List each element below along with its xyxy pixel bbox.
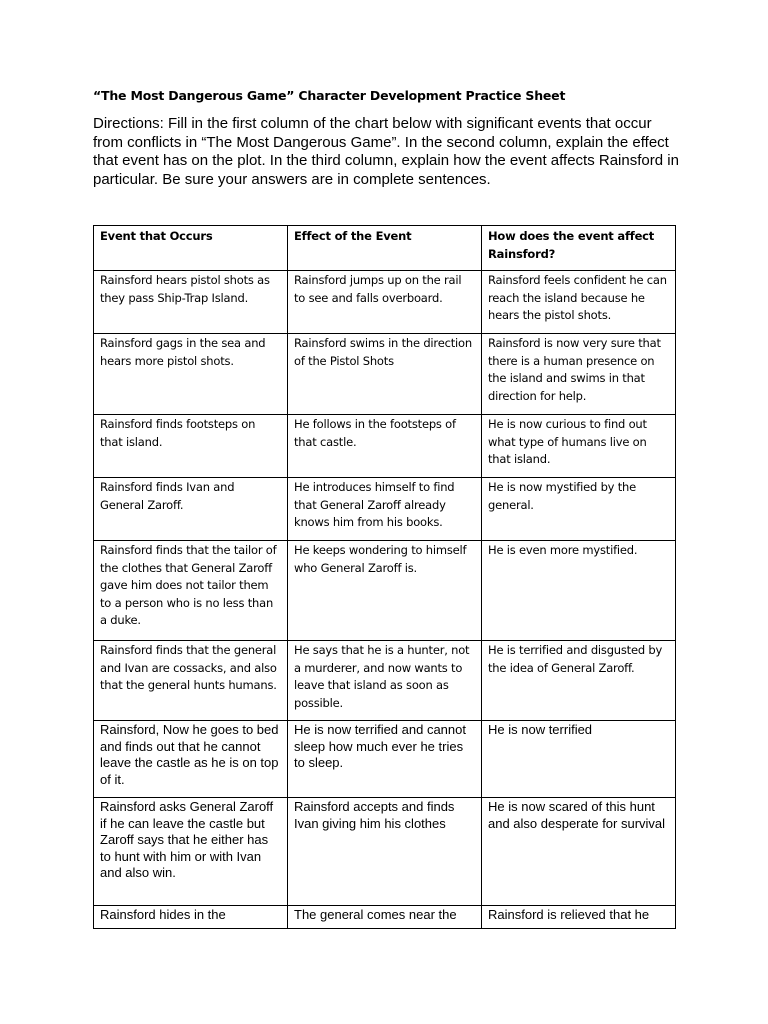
effect-cell: The general comes near the	[288, 906, 482, 929]
table-row	[94, 334, 676, 415]
rainsford-cell: Rainsford is relieved that he	[482, 906, 676, 929]
page-title: “The Most Dangerous Game” Character Development Practice Sheet	[93, 88, 566, 103]
table-row	[94, 798, 676, 906]
table-row	[94, 478, 676, 541]
effect-cell: He keeps wondering to himself who General Zaroff is.	[288, 541, 482, 641]
table-row	[94, 271, 676, 334]
character-development-table	[93, 225, 676, 929]
event-cell: Rainsford finds Ivan and General Zaroff.	[94, 478, 288, 541]
rainsford-cell: Rainsford feels confident he can reach the island because he hears the pistol shots.	[482, 271, 676, 334]
rainsford-cell: He is now scared of this hunt and also desperate for survival	[482, 798, 676, 906]
event-cell: Rainsford, Now he goes to bed and finds out that he cannot leave the castle as he is on top of it.	[94, 721, 288, 798]
rainsford-cell: Rainsford is now very sure that there is a human presence on the island and swims in that direction for help.	[482, 334, 676, 415]
header-event: Event that Occurs	[94, 226, 288, 271]
table-row	[94, 541, 676, 641]
effect-cell: Rainsford swims in the direction of the Pistol Shots	[288, 334, 482, 415]
effect-cell: Rainsford jumps up on the rail to see and falls overboard.	[288, 271, 482, 334]
header-effect: Effect of the Event	[288, 226, 482, 271]
event-cell: Rainsford finds footsteps on that island.	[94, 415, 288, 478]
rainsford-cell: He is now curious to find out what type of humans live on that island.	[482, 415, 676, 478]
rainsford-cell: He is even more mystified.	[482, 541, 676, 641]
table-row	[94, 415, 676, 478]
effect-cell: He says that he is a hunter, not a murderer, and now wants to leave that island as soon as possible.	[288, 641, 482, 721]
event-cell: Rainsford finds that the general and Ivan are cossacks, and also that the general hunts humans.	[94, 641, 288, 721]
rainsford-cell: He is now terrified	[482, 721, 676, 798]
directions-text: Directions: Fill in the first column of the chart below with significant events that occur from conflicts in “The Most Dangerous Game”. In the second column, explain the effect that event has on the plot. In the third column, explain how the event affects Rainsford in particular. Be sure your answers are in complete sentences.	[93, 115, 679, 188]
event-cell: Rainsford hears pistol shots as they pass Ship-Trap Island.	[94, 271, 288, 334]
event-cell: Rainsford gags in the sea and hears more pistol shots.	[94, 334, 288, 415]
effect-cell: He follows in the footsteps of that castle.	[288, 415, 482, 478]
effect-cell: He introduces himself to find that General Zaroff already knows him from his books.	[288, 478, 482, 541]
event-cell: Rainsford hides in the	[94, 906, 288, 929]
table-row	[94, 641, 676, 721]
event-cell: Rainsford asks General Zaroff if he can leave the castle but Zaroff says that he either has to hunt with him or with Ivan and also win.	[94, 798, 288, 906]
table-row	[94, 721, 676, 798]
effect-cell: He is now terrified and cannot sleep how much ever he tries to sleep.	[288, 721, 482, 798]
table-row	[94, 906, 676, 929]
effect-cell: Rainsford accepts and finds Ivan giving him his clothes	[288, 798, 482, 906]
event-cell: Rainsford finds that the tailor of the clothes that General Zaroff gave him does not tailor them to a person who is no less than a duke.	[94, 541, 288, 641]
table-header-row	[94, 226, 676, 271]
rainsford-cell: He is now mystified by the general.	[482, 478, 676, 541]
header-rainsford: How does the event affect Rainsford?	[482, 226, 676, 271]
rainsford-cell: He is terrified and disgusted by the idea of General Zaroff.	[482, 641, 676, 721]
